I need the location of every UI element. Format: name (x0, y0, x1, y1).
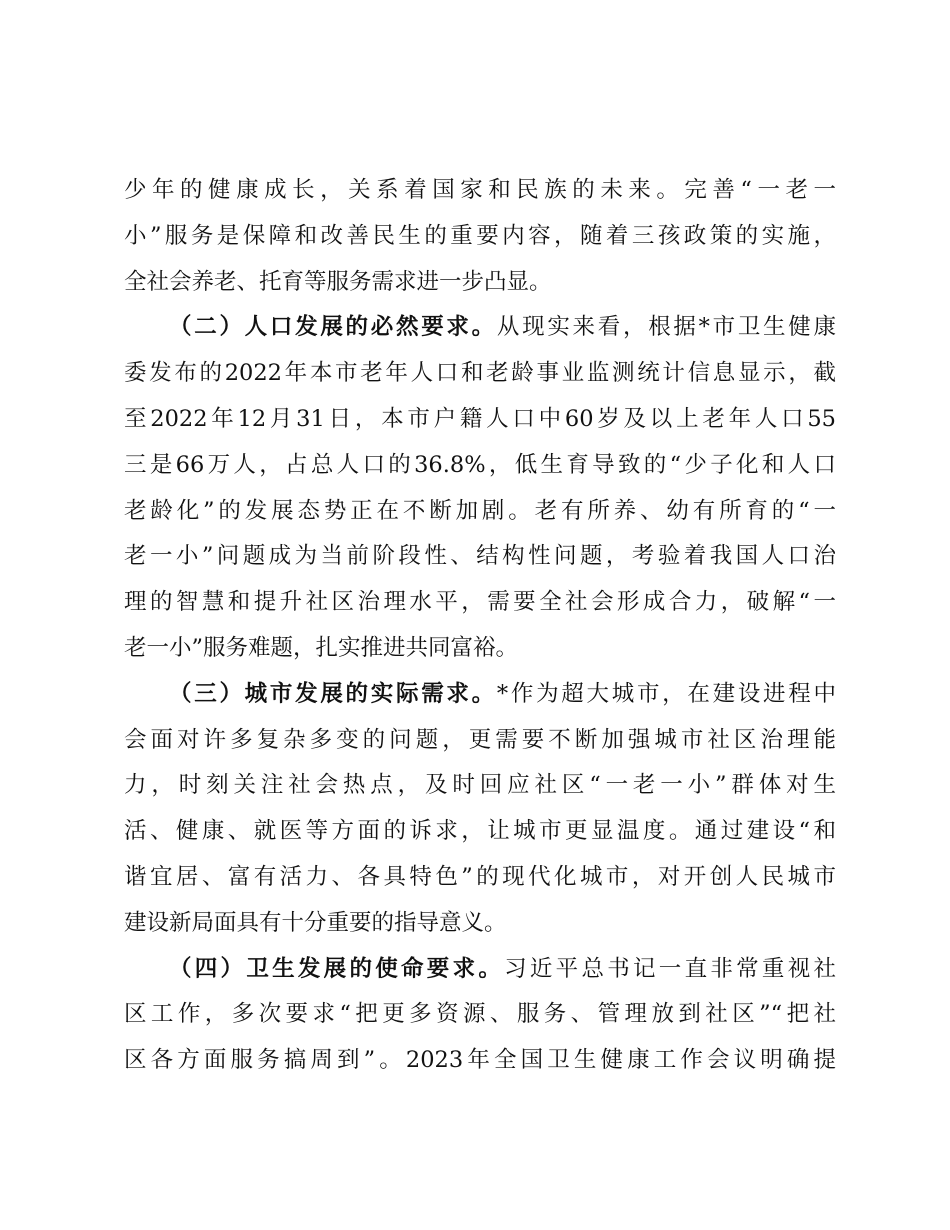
paragraph-line: 小”服务是保障和改善民生的重要内容，随着三孩政策的实施， (124, 222, 836, 249)
section-4-first-line-text: 习近平总书记一直非常重视社 (504, 955, 836, 982)
paragraph-line: 老一小”问题成为当前阶段性、结构性问题，考验着我国人口治 (124, 543, 836, 570)
section-3-heading: （三）城市发展的实际需求。 (169, 680, 497, 707)
paragraph-line: 理的智慧和提升社区治理水平，需要全社会形成合力，破解“一 (124, 589, 836, 616)
paragraph-line: 建设新局面具有十分重要的指导意义。 (124, 909, 507, 936)
paragraph-line: 老一小”服务难题，扎实推进共同富裕。 (124, 634, 519, 661)
paragraph-line: 全社会养老、托育等服务需求进一步凸显。 (124, 268, 552, 295)
paragraph-line: 区工作，多次要求“把更多资源、服务、管理放到社区”“把社 (124, 1001, 836, 1028)
section-4-first-line (124, 947, 836, 993)
section-2-first-line (124, 305, 836, 351)
paragraph-line: 委发布的2022年本市老年人口和老龄事业监测统计信息显示，截 (124, 360, 836, 387)
paragraph-line: 至2022年12月31日，本市户籍人口中60岁及以上老年人口55 (124, 405, 836, 432)
section-2-first-line-text: 从现实来看，根据*市卫生健康 (496, 314, 836, 341)
paragraph-line: 三是66万人，占总人口的36.8%，低生育导致的“少子化和人口 (124, 451, 836, 478)
document-body (124, 168, 836, 1084)
section-3-first-line (124, 672, 836, 718)
paragraph-line: 区各方面服务搞周到”。2023年全国卫生健康工作会议明确提 (124, 1047, 836, 1074)
paragraph-line: 老龄化”的发展态势正在不断加剧。老有所养、幼有所育的“一 (124, 497, 836, 524)
paragraph-line: 活、健康、就医等方面的诉求，让城市更显温度。通过建设“和 (124, 818, 836, 845)
section-2-heading: （二）人口发展的必然要求。 (169, 314, 497, 341)
section-4-heading: （四）卫生发展的使命要求。 (169, 955, 505, 982)
paragraph-line: 会面对许多复杂多变的问题，更需要不断加强城市社区治理能 (124, 726, 836, 753)
paragraph-line: 力，时刻关注社会热点，及时回应社区“一老一小”群体对生 (124, 772, 836, 799)
paragraph-line: 少年的健康成长，关系着国家和民族的未来。完善“一老一 (124, 177, 836, 203)
paragraph-line: 谐宜居、富有活力、各具特色”的现代化城市，对开创人民城市 (124, 863, 836, 890)
section-3-first-line-text: *作为超大城市，在建设进程中 (496, 680, 836, 707)
